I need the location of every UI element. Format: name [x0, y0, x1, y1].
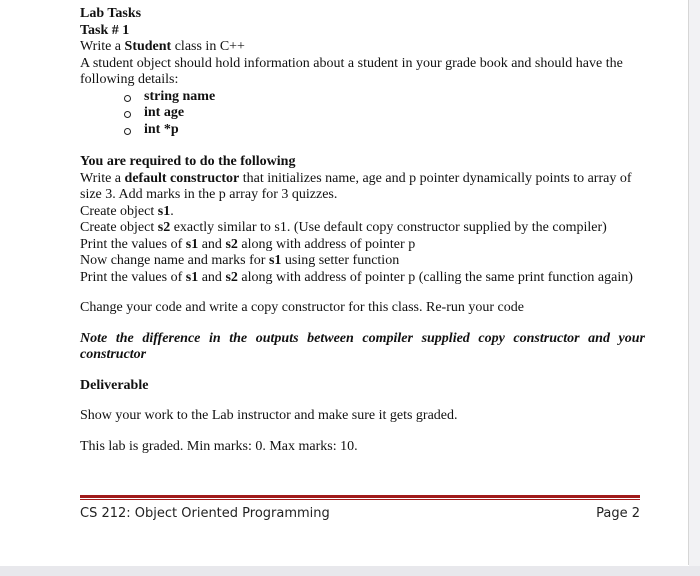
graded-text: This lab is graded. Min marks: 0. Max marks: 10. [80, 438, 358, 454]
lab-tasks-heading: Lab Tasks [80, 6, 142, 21]
detail-item: int *p [80, 122, 645, 139]
footer-rule-thin [80, 499, 640, 500]
write-class-line: Write a Student class in C++ [80, 39, 245, 54]
footer-rule [80, 495, 640, 498]
task-label: Task # 1 [80, 22, 130, 38]
bullet-icon [124, 95, 131, 102]
window-bottom-edge [0, 566, 700, 576]
deliverable-text: Show your work to the Lab instructor and make sure it gets graded. [80, 408, 458, 423]
change-code-text: Change your code and write a copy constructor for this class. Re-run your code [80, 300, 524, 315]
step-default-constructor: Write a default constructor that initializes name, age and p pointer dynamically points to array of size 3. Add marks in the p array for 3 quizzes. [80, 170, 632, 202]
deliverable-heading: Deliverable [80, 377, 149, 393]
step-create-s1: Create object s1. [80, 203, 174, 219]
step-print-values: Print the values of s1 and s2 along with address of pointer p [80, 236, 416, 252]
intro-paragraph: A student object should hold information about a student in your grade book and should have the following details: [80, 55, 623, 87]
details-list [80, 89, 645, 139]
detail-item: string name [80, 89, 645, 106]
bullet-icon [124, 128, 131, 135]
footer-page-number: Page 2 [596, 506, 640, 521]
window-edge [689, 0, 700, 566]
document-body [80, 6, 645, 455]
page-footer [80, 495, 640, 521]
step-print-again: Print the values of s1 and s2 along with address of pointer p (calling the same print function again) [80, 269, 633, 285]
step-change-s1: Now change name and marks for s1 using setter function [80, 253, 400, 268]
required-heading: You are required to do the following [80, 154, 296, 169]
footer-course: CS 212: Object Oriented Programming [80, 506, 330, 521]
step-create-s2: Create object s2 exactly similar to s1. (Use default copy constructor supplied by the compiler) [80, 220, 607, 235]
note-paragraph: Note the difference in the outputs between compiler supplied copy constructor and your constructor [80, 330, 645, 362]
detail-item: int age [80, 105, 645, 122]
bullet-icon [124, 111, 131, 118]
